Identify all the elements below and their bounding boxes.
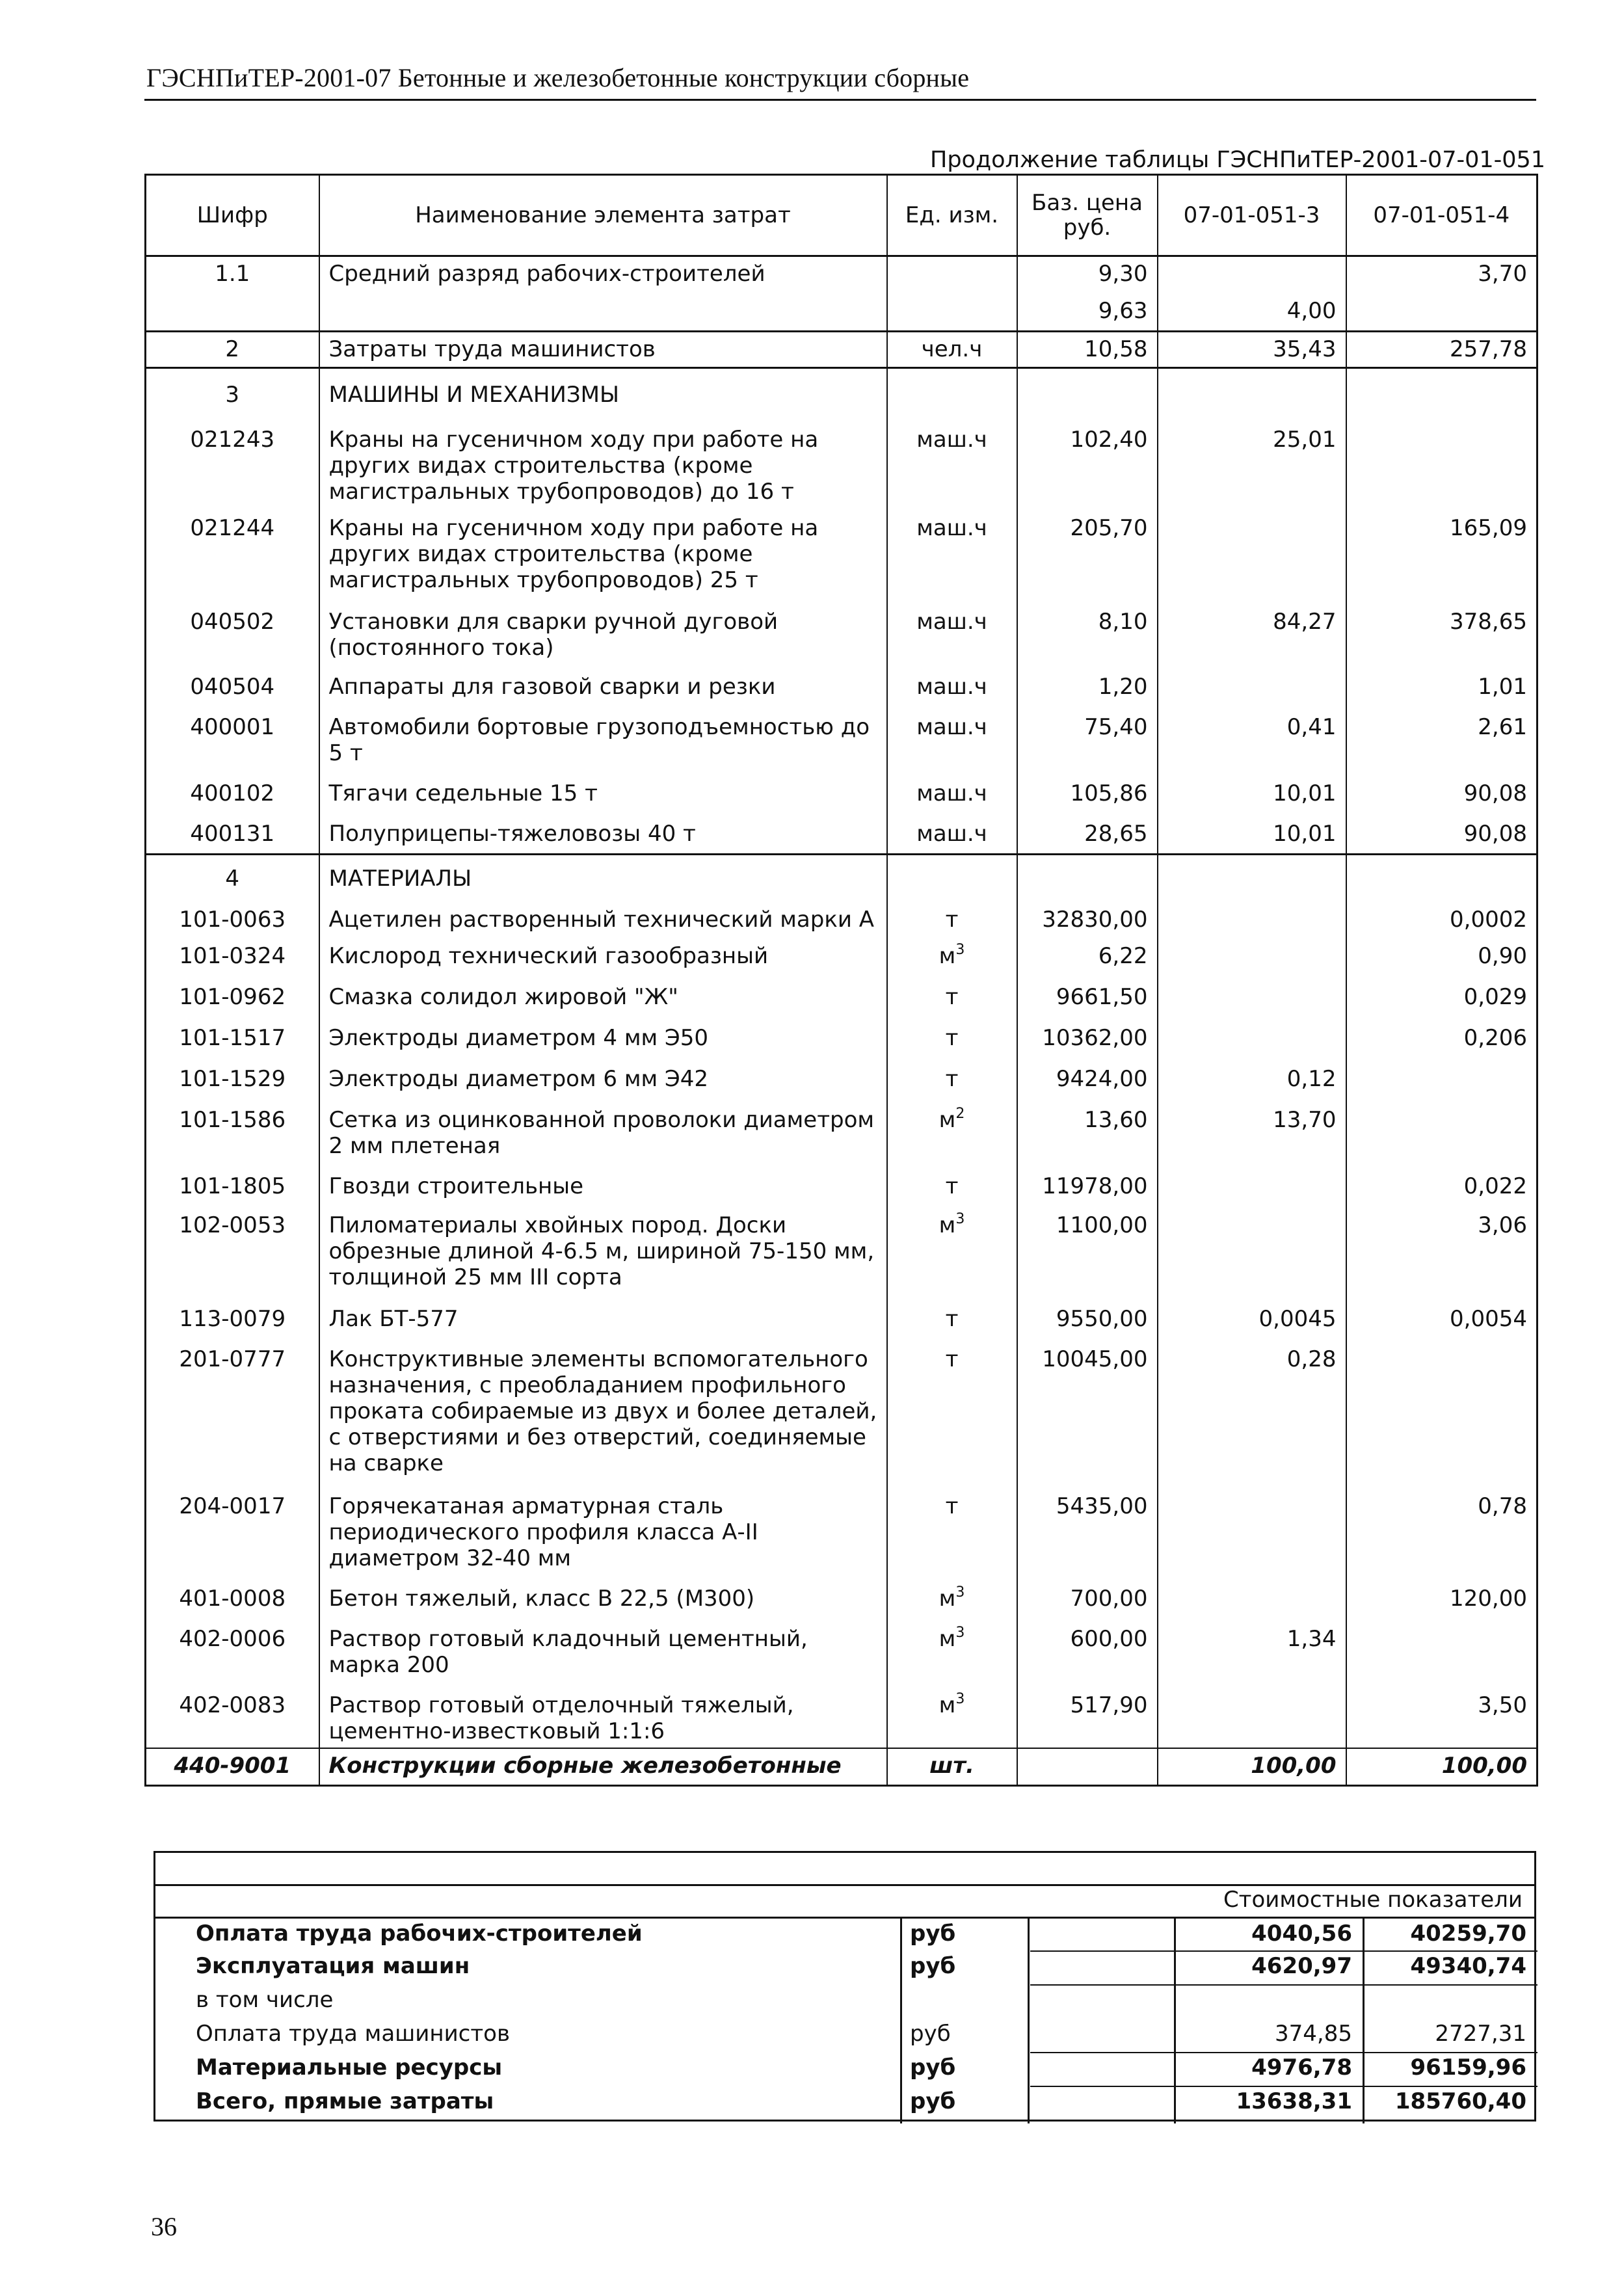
summary-row-rule	[1030, 2052, 1537, 2053]
summary-label: в том числе	[196, 1987, 334, 2013]
row-unit: чел.ч	[887, 332, 1017, 368]
summary-label: Материальные ресурсы	[196, 2055, 503, 2081]
row-price: 205,70	[1017, 512, 1158, 606]
row-price: 11978,00	[1017, 1171, 1158, 1210]
row-code: 2	[146, 332, 319, 368]
row-price: 32830,00	[1017, 900, 1158, 940]
row-name: Ацетилен растворенный технический марки А	[319, 900, 887, 940]
row-unit: $м^3$	[887, 1583, 1017, 1623]
row-v3	[1158, 1583, 1346, 1623]
row-v3	[1158, 671, 1346, 712]
row-v3: 0,41	[1158, 712, 1346, 778]
table-row	[146, 1623, 1537, 1690]
summary-row	[155, 2018, 1534, 2052]
row-code: 101-0324	[146, 940, 319, 981]
row-unit: т	[887, 1344, 1017, 1491]
row-code: 101-1805	[146, 1171, 319, 1210]
row-price: 517,90	[1017, 1690, 1158, 1748]
col-unit-header: Ед. изм.	[887, 175, 1017, 256]
row-unit: т	[887, 1491, 1017, 1583]
row-code: 040502	[146, 606, 319, 671]
summary-unit: руб	[910, 1953, 956, 1979]
norms-table	[144, 174, 1538, 1787]
summary-row	[155, 1918, 1534, 1950]
row-unit: т	[887, 900, 1017, 940]
row-v4: 0,029	[1346, 981, 1537, 1022]
row-code: 1.1	[146, 256, 319, 298]
row-code: 102-0053	[146, 1210, 319, 1303]
row-v4: 0,78	[1346, 1491, 1537, 1583]
row-v3: 10,01	[1158, 818, 1346, 855]
row-code: 113-0079	[146, 1303, 319, 1344]
table-row	[146, 419, 1537, 512]
summary-label: Оплата труда машинистов	[196, 2021, 511, 2047]
table-continuation-label: Продолжение таблицы ГЭСНПиТЕР-2001-07-01-051	[930, 147, 1546, 173]
table-row	[146, 900, 1537, 940]
row-v4: 120,00	[1346, 1583, 1537, 1623]
summary-label: Эксплуатация машин	[196, 1953, 470, 1979]
row-v4	[1346, 1344, 1537, 1491]
row-code: 021243	[146, 419, 319, 512]
table-row	[146, 1022, 1537, 1063]
row-v3	[1158, 256, 1346, 298]
row-v4: 0,0054	[1346, 1303, 1537, 1344]
row-unit: $м^3$	[887, 1690, 1017, 1748]
section-row	[146, 855, 1537, 900]
row-v4: 165,09	[1346, 512, 1537, 606]
row-v3: 35,43	[1158, 332, 1346, 368]
row-price: 9,30	[1017, 256, 1158, 298]
row-v4: 257,78	[1346, 332, 1537, 368]
row-v3: 10,01	[1158, 778, 1346, 818]
row-unit: т	[887, 981, 1017, 1022]
row-name: Затраты труда машинистов	[319, 332, 887, 368]
row-price: 75,40	[1017, 712, 1158, 778]
row-unit: маш.ч	[887, 671, 1017, 712]
row-v4	[1346, 419, 1537, 512]
row-unit: $м^3$	[887, 1623, 1017, 1690]
row-name: Установки для сварки ручной дуговой (постоянного тока)	[319, 606, 887, 671]
row-v4: 2,61	[1346, 712, 1537, 778]
row-code: 402-0006	[146, 1623, 319, 1690]
table-row	[146, 606, 1537, 671]
row-v3	[1158, 1491, 1346, 1583]
row-code: 400001	[146, 712, 319, 778]
row-code: 101-1586	[146, 1104, 319, 1171]
row-name: Автомобили бортовые грузоподъемностью до 5 т	[319, 712, 887, 778]
table-header-row	[146, 175, 1537, 256]
row-unit: шт.	[887, 1748, 1017, 1786]
summary-heading: Стоимостные показатели	[1223, 1887, 1523, 1913]
row-code: 201-0777	[146, 1344, 319, 1491]
row-price: 10,58	[1017, 332, 1158, 368]
table-row	[146, 1344, 1537, 1491]
summary-label: Оплата труда рабочих-строителей	[196, 1921, 643, 1947]
row-v4: 3,50	[1346, 1690, 1537, 1748]
summary-unit: руб	[910, 2088, 956, 2114]
section-title: МАТЕРИАЛЫ	[319, 855, 887, 900]
row-price: 700,00	[1017, 1583, 1158, 1623]
row-name: Бетон тяжелый, класс В 22,5 (М300)	[319, 1583, 887, 1623]
row-code: 101-0962	[146, 981, 319, 1022]
row-name: Пиломатериалы хвойных пород. Доски обрезные длиной 4-6.5 м, шириной 75-150 мм, толщиной 25 мм III сорта	[319, 1210, 887, 1303]
table-row	[146, 1690, 1537, 1748]
table-row	[146, 332, 1537, 368]
row-v3: 25,01	[1158, 419, 1346, 512]
row-v3	[1158, 1022, 1346, 1063]
row-unit	[887, 298, 1017, 332]
summary-label: Всего, прямые затраты	[196, 2088, 494, 2114]
row-price: 9424,00	[1017, 1063, 1158, 1104]
row-v3	[1158, 1690, 1346, 1748]
row-name: Гвозди строительные	[319, 1171, 887, 1210]
summary-block	[153, 1851, 1536, 2122]
row-v3: 0,0045	[1158, 1303, 1346, 1344]
row-unit: маш.ч	[887, 818, 1017, 855]
summary-unit: руб	[910, 1921, 956, 1947]
row-code: 040504	[146, 671, 319, 712]
summary-row	[155, 2086, 1534, 2120]
row-code: 101-0063	[146, 900, 319, 940]
summary-v3: 4976,78	[1251, 2055, 1352, 2081]
table-row	[146, 1303, 1537, 1344]
row-code: 101-1529	[146, 1063, 319, 1104]
summary-v3: 4620,97	[1251, 1953, 1352, 1979]
summary-row-rule	[1030, 2086, 1537, 2087]
row-unit: маш.ч	[887, 419, 1017, 512]
table-row	[146, 940, 1537, 981]
row-price: 1,20	[1017, 671, 1158, 712]
summary-v4: 2727,31	[1435, 2021, 1526, 2047]
row-price: 10045,00	[1017, 1344, 1158, 1491]
summary-unit: руб	[910, 2021, 951, 2047]
row-price: 5435,00	[1017, 1491, 1158, 1583]
table-row	[146, 1210, 1537, 1303]
table-row	[146, 1748, 1537, 1786]
row-price	[1017, 1748, 1158, 1786]
row-name: Раствор готовый кладочный цементный, марка 200	[319, 1623, 887, 1690]
row-price: 600,00	[1017, 1623, 1158, 1690]
summary-v4: 185760,40	[1394, 2088, 1526, 2114]
col-price-header: Баз. цена руб.	[1017, 175, 1158, 256]
summary-row	[155, 1984, 1534, 2018]
row-v3	[1158, 900, 1346, 940]
summary-unit: руб	[910, 2055, 956, 2081]
row-v3: 13,70	[1158, 1104, 1346, 1171]
row-name: Кислород технический газообразный	[319, 940, 887, 981]
table-row	[146, 298, 1537, 332]
section-code: 3	[146, 368, 319, 419]
row-v3	[1158, 1171, 1346, 1210]
summary-v4: 49340,74	[1410, 1953, 1526, 1979]
table-row	[146, 1104, 1537, 1171]
row-unit	[887, 256, 1017, 298]
row-name: Сетка из оцинкованной проволоки диаметром 2 мм плетеная	[319, 1104, 887, 1171]
row-name: Краны на гусеничном ходу при работе на других видах строительства (кроме магистральных трубопроводов) 25 т	[319, 512, 887, 606]
row-price: 102,40	[1017, 419, 1158, 512]
row-v4: 100,00	[1346, 1748, 1537, 1786]
summary-row-rule	[1030, 1950, 1537, 1952]
row-unit: т	[887, 1063, 1017, 1104]
table-row	[146, 712, 1537, 778]
col-v4-header: 07-01-051-4	[1346, 175, 1537, 256]
row-code: 021244	[146, 512, 319, 606]
row-code: 402-0083	[146, 1690, 319, 1748]
page-number: 36	[151, 2212, 177, 2241]
table-row	[146, 1583, 1537, 1623]
document-header: ГЭСНПиТЕР-2001-07 Бетонные и железобетонные конструкции сборные	[146, 63, 970, 92]
row-v3	[1158, 512, 1346, 606]
row-unit: маш.ч	[887, 606, 1017, 671]
row-name: Конструкции сборные железобетонные	[319, 1748, 887, 1786]
table-row	[146, 671, 1537, 712]
row-unit: т	[887, 1022, 1017, 1063]
row-name: Тягачи седельные 15 т	[319, 778, 887, 818]
row-code: 101-1517	[146, 1022, 319, 1063]
row-name	[319, 298, 887, 332]
col-code-header: Шифр	[146, 175, 319, 256]
row-price: 9550,00	[1017, 1303, 1158, 1344]
row-v3	[1158, 940, 1346, 981]
row-price: 105,86	[1017, 778, 1158, 818]
row-v3: 100,00	[1158, 1748, 1346, 1786]
table-row	[146, 981, 1537, 1022]
row-v3: 0,28	[1158, 1344, 1346, 1491]
row-v4: 3,70	[1346, 256, 1537, 298]
row-v4	[1346, 1623, 1537, 1690]
row-v4: 0,022	[1346, 1171, 1537, 1210]
row-price: 28,65	[1017, 818, 1158, 855]
row-unit: маш.ч	[887, 512, 1017, 606]
row-price: 10362,00	[1017, 1022, 1158, 1063]
row-price: 6,22	[1017, 940, 1158, 981]
row-code: 400131	[146, 818, 319, 855]
row-name: Конструктивные элементы вспомогательного назначения, с преобладанием профильного проката собираемые из двух и более деталей, с отверстиями и без отверстий, соединяемые на сварке	[319, 1344, 887, 1491]
row-code: 400102	[146, 778, 319, 818]
row-v3	[1158, 981, 1346, 1022]
row-v3: 84,27	[1158, 606, 1346, 671]
table-row	[146, 1063, 1537, 1104]
row-unit: $м^2$	[887, 1104, 1017, 1171]
row-v3: 4,00	[1158, 298, 1346, 332]
section-title: МАШИНЫ И МЕХАНИЗМЫ	[319, 368, 887, 419]
section-code: 4	[146, 855, 319, 900]
summary-v3: 374,85	[1275, 2021, 1352, 2047]
summary-row	[155, 2052, 1534, 2086]
row-price: 8,10	[1017, 606, 1158, 671]
row-v4: 0,0002	[1346, 900, 1537, 940]
row-v4	[1346, 1104, 1537, 1171]
summary-v3: 4040,56	[1251, 1921, 1352, 1947]
row-price: 9,63	[1017, 298, 1158, 332]
row-code	[146, 298, 319, 332]
row-unit: маш.ч	[887, 712, 1017, 778]
row-price: 9661,50	[1017, 981, 1158, 1022]
row-v3: 1,34	[1158, 1623, 1346, 1690]
header-rule	[144, 99, 1536, 101]
summary-row	[155, 1950, 1534, 1984]
row-v4: 0,90	[1346, 940, 1537, 981]
row-v3	[1158, 1210, 1346, 1303]
row-code: 440-9001	[146, 1748, 319, 1786]
row-v4	[1346, 1063, 1537, 1104]
row-v4: 0,206	[1346, 1022, 1537, 1063]
row-name: Смазка солидол жировой "Ж"	[319, 981, 887, 1022]
summary-v4: 96159,96	[1410, 2055, 1526, 2081]
table-row	[146, 256, 1537, 298]
row-v4: 90,08	[1346, 818, 1537, 855]
row-code: 401-0008	[146, 1583, 319, 1623]
row-v4: 90,08	[1346, 778, 1537, 818]
row-v4	[1346, 298, 1537, 332]
summary-top-rule	[155, 1884, 1534, 1886]
row-name: Краны на гусеничном ходу при работе на других видах строительства (кроме магистральных трубопроводов) до 16 т	[319, 419, 887, 512]
table-row	[146, 818, 1537, 855]
summary-v4: 40259,70	[1410, 1921, 1526, 1947]
row-name: Лак БТ-577	[319, 1303, 887, 1344]
row-name: Средний разряд рабочих-строителей	[319, 256, 887, 298]
row-price: 13,60	[1017, 1104, 1158, 1171]
row-unit: $м^3$	[887, 1210, 1017, 1303]
col-name-header: Наименование элемента затрат	[319, 175, 887, 256]
row-v3: 0,12	[1158, 1063, 1346, 1104]
row-name: Электроды диаметром 6 мм Э42	[319, 1063, 887, 1104]
row-code: 204-0017	[146, 1491, 319, 1583]
table-row	[146, 512, 1537, 606]
row-v4: 378,65	[1346, 606, 1537, 671]
row-name: Аппараты для газовой сварки и резки	[319, 671, 887, 712]
summary-v3: 13638,31	[1236, 2088, 1352, 2114]
col-v3-header: 07-01-051-3	[1158, 175, 1346, 256]
row-unit: т	[887, 1171, 1017, 1210]
row-v4: 1,01	[1346, 671, 1537, 712]
summary-row-rule	[1030, 1984, 1537, 1986]
row-name: Горячекатаная арматурная сталь периодического профиля класса А-II диаметром 32-40 мм	[319, 1491, 887, 1583]
row-name: Раствор готовый отделочный тяжелый, цементно-известковый 1:1:6	[319, 1690, 887, 1748]
row-name: Электроды диаметром 4 мм Э50	[319, 1022, 887, 1063]
table-row	[146, 1171, 1537, 1210]
row-unit: маш.ч	[887, 778, 1017, 818]
row-price: 1100,00	[1017, 1210, 1158, 1303]
row-unit: т	[887, 1303, 1017, 1344]
table-row	[146, 1491, 1537, 1583]
row-unit: $м^3$	[887, 940, 1017, 981]
row-v4: 3,06	[1346, 1210, 1537, 1303]
row-name: Полуприцепы-тяжеловозы 40 т	[319, 818, 887, 855]
table-row	[146, 778, 1537, 818]
section-row	[146, 368, 1537, 419]
